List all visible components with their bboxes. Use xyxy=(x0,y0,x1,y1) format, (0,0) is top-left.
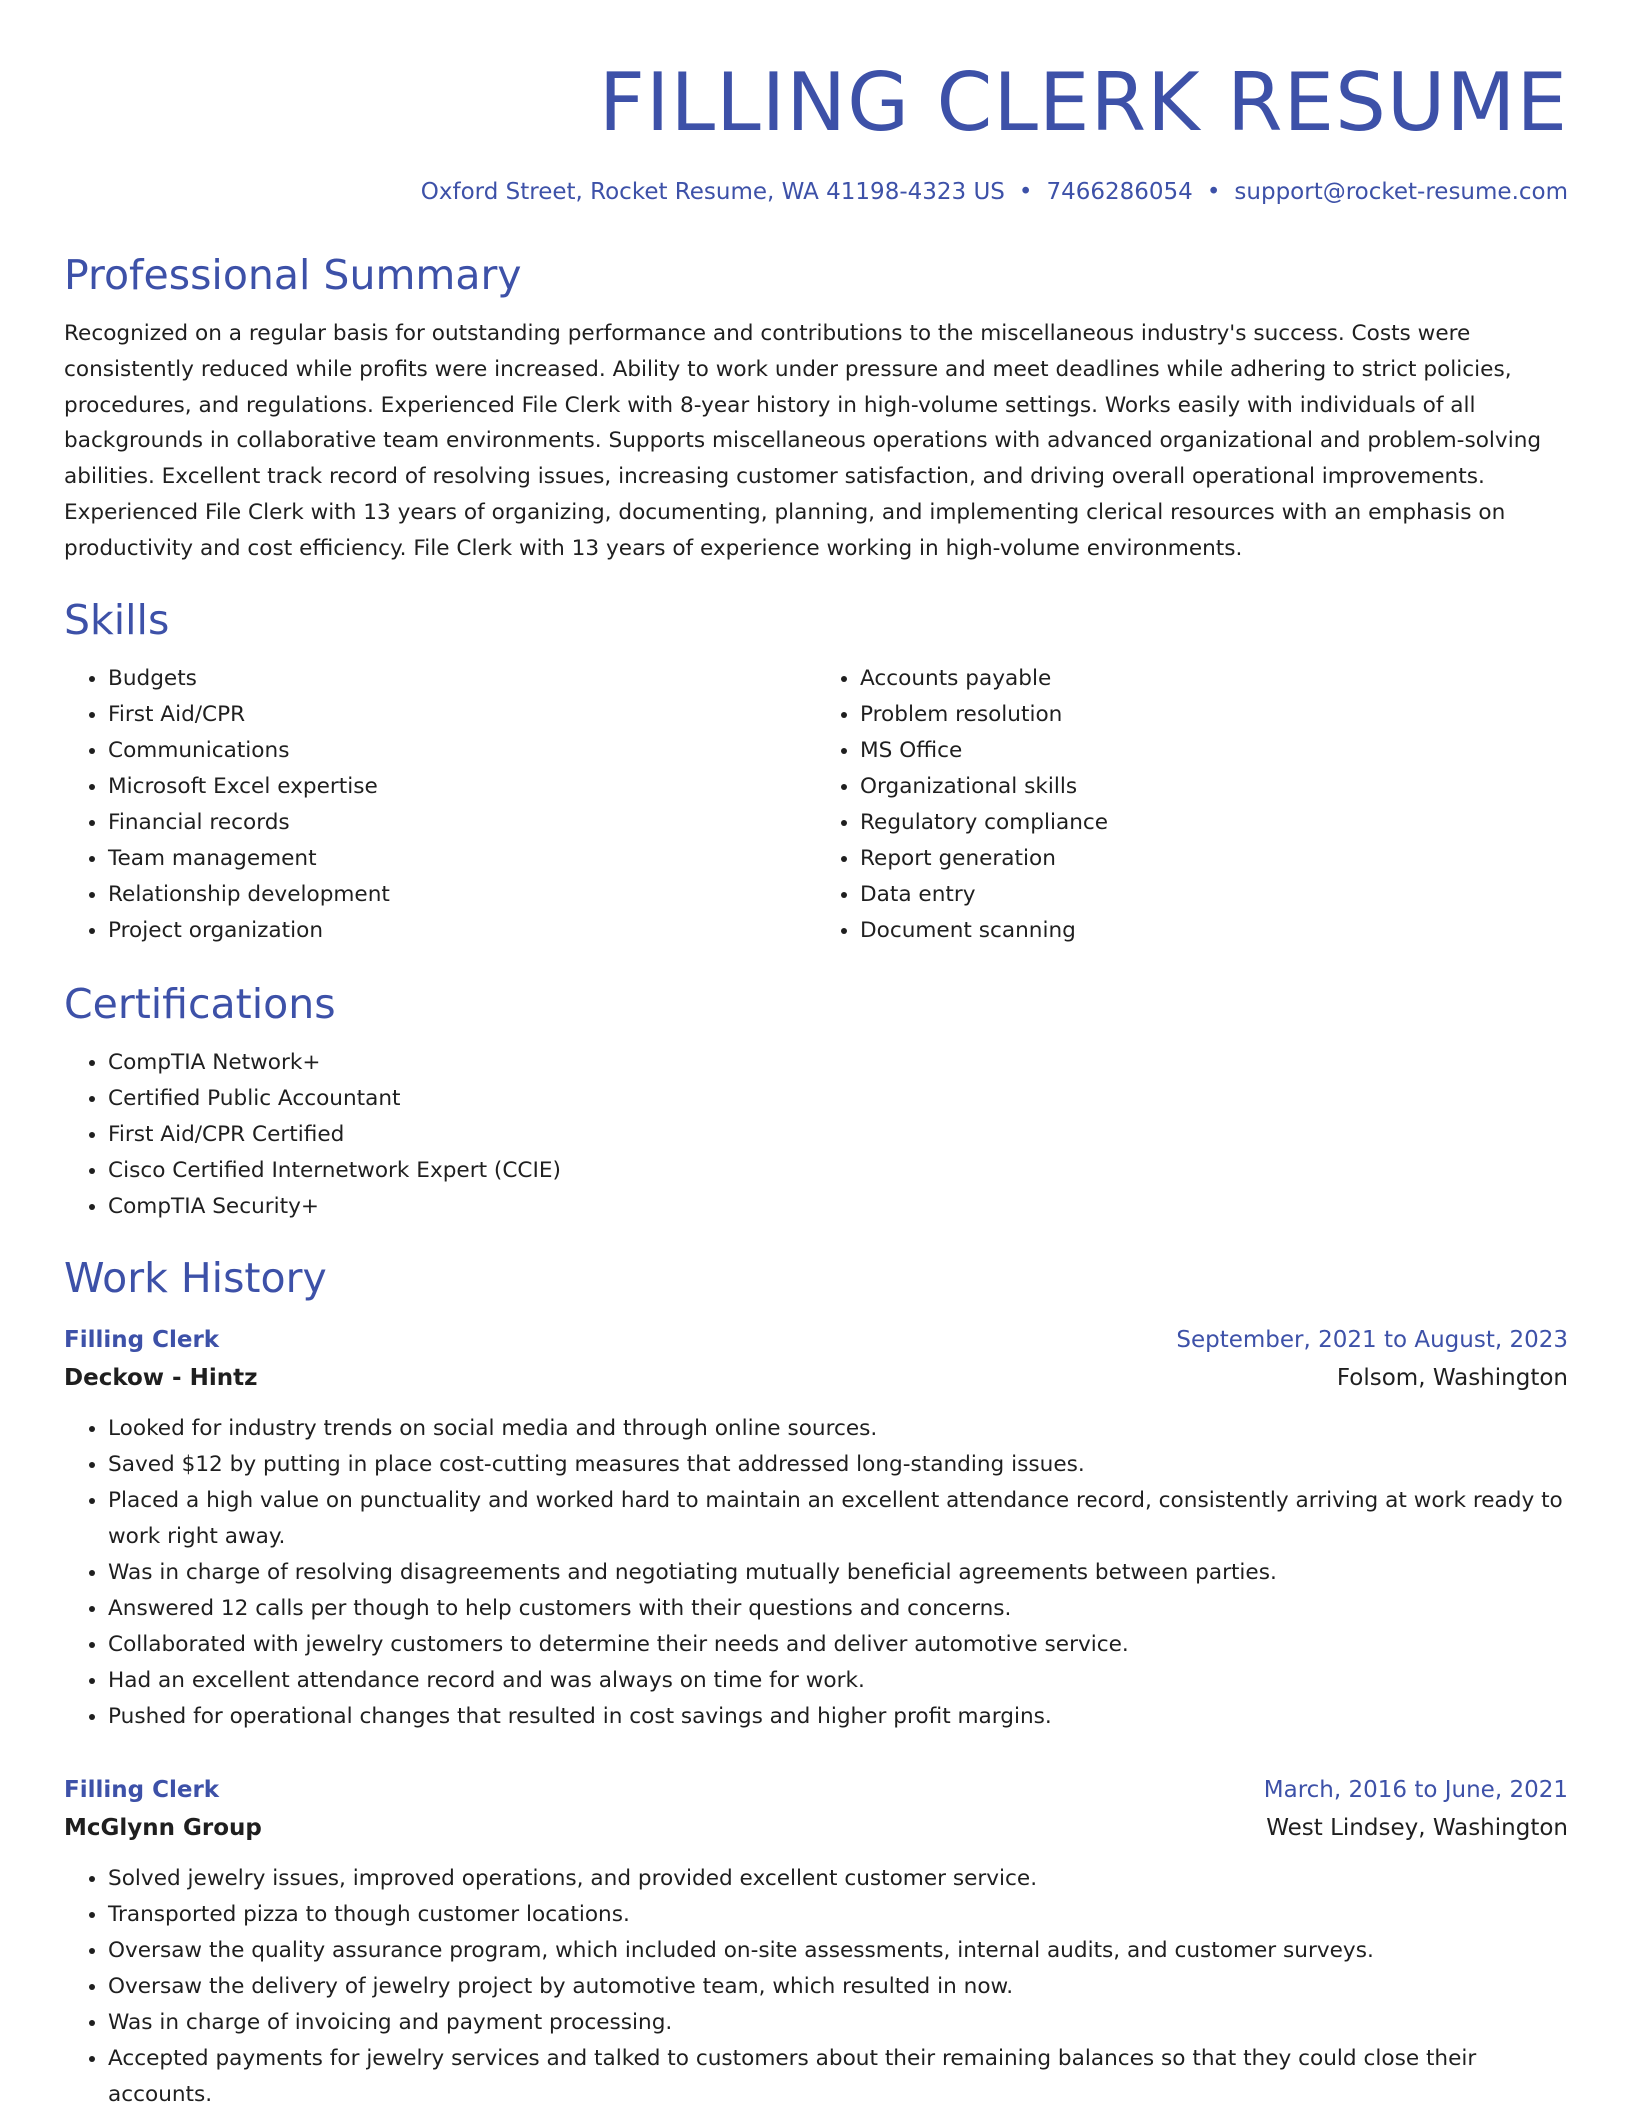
certification-item: • First Aid/CPR Certified xyxy=(108,1117,1568,1153)
job-bullet: • Pushed for operational changes that resulted in cost savings and higher profit margins. xyxy=(108,1699,1568,1735)
skill-item: • Relationship development xyxy=(108,877,816,913)
job-entry xyxy=(64,1321,1568,1735)
skill-item: • Communications xyxy=(108,733,816,769)
job-bullet: • Transported pizza to though customer locations. xyxy=(108,1897,1568,1933)
resume-page xyxy=(64,0,1568,2113)
job-bullet: • Saved $12 by putting in place cost-cutting measures that addressed long-standing issues. xyxy=(108,1447,1568,1483)
certification-item: • Cisco Certified Internetwork Expert (CCIE) xyxy=(108,1153,1568,1189)
job-bullet: • Answered 12 calls per though to help customers with their questions and concerns. xyxy=(108,1591,1568,1627)
job-bullet: • Oversaw the quality assurance program, which included on-site assessments, internal audits, and customer surveys. xyxy=(108,1933,1568,1969)
skills-list-left xyxy=(64,661,816,949)
job-bullet: • Collaborated with jewelry customers to determine their needs and deliver automotive service. xyxy=(108,1627,1568,1663)
job-bullet: • Was in charge of resolving disagreements and negotiating mutually beneficial agreements between parties. xyxy=(108,1555,1568,1591)
contact-separator: • xyxy=(1018,179,1033,205)
skill-item: • Document scanning xyxy=(860,913,1568,949)
resume-name: FILLING CLERK RESUME xyxy=(598,56,1568,149)
skill-item: • Accounts payable xyxy=(860,661,1568,697)
section-title-skills: Skills xyxy=(64,595,170,644)
job-company: McGlynn Group xyxy=(64,1814,262,1841)
contact-email: support@rocket-resume.com xyxy=(1234,179,1568,205)
skill-item: • Project organization xyxy=(108,913,816,949)
skill-item: • Problem resolution xyxy=(860,697,1568,733)
job-bullet: • Had an excellent attendance record and was always on time for work. xyxy=(108,1663,1568,1699)
section-title-certifications: Certifications xyxy=(64,979,336,1028)
skill-item: • First Aid/CPR xyxy=(108,697,816,733)
job-header-row xyxy=(64,1321,1568,1359)
job-bullets xyxy=(64,1411,1568,1735)
job-bullet: • Oversaw the delivery of jewelry project by automotive team, which resulted in now. xyxy=(108,1969,1568,2005)
job-dates: March, 2016 to June, 2021 xyxy=(1263,1776,1568,1803)
job-company-row xyxy=(64,1359,1568,1397)
summary-text: Recognized on a regular basis for outstanding performance and contributions to the miscellaneous industry's success. Costs were consistently reduced while profits were increased. Ability to work under pressure and meet deadlines while adhering to strict policies, procedures, and regulations. Experienced File Clerk with 8-year history in high-volume settings. Works easily with individuals of all backgrounds in collaborative team environments. Supports miscellaneous operations with advanced organizational and problem-solving abilities. Excellent track record of resolving issues, increasing customer satisfaction, and driving overall operational improvements. Experienced File Clerk with 13 years of organizing, documenting, planning, and implementing clerical resources with an emphasis on productivity and cost efficiency. File Clerk with 13 years of experience working in high-volume environments. xyxy=(64,321,1542,561)
certification-item: • CompTIA Security+ xyxy=(108,1189,1568,1225)
section-title-work-history: Work History xyxy=(64,1253,327,1302)
job-company-row xyxy=(64,1809,1568,1847)
job-bullet: • Solved jewelry issues, improved operations, and provided excellent customer service. xyxy=(108,1861,1568,1897)
skill-item: • Microsoft Excel expertise xyxy=(108,769,816,805)
job-header-row xyxy=(64,1771,1568,1809)
certification-item: • CompTIA Network+ xyxy=(108,1045,1568,1081)
contact-address: Oxford Street, Rocket Resume, WA 41198-4323 US xyxy=(420,179,1005,205)
skill-item: • Organizational skills xyxy=(860,769,1568,805)
skill-item: • Budgets xyxy=(108,661,816,697)
job-bullet: • Was in charge of invoicing and payment processing. xyxy=(108,2005,1568,2041)
job-company: Deckow - Hintz xyxy=(64,1364,258,1391)
contact-separator: • xyxy=(1206,179,1221,205)
skill-item: • MS Office xyxy=(860,733,1568,769)
certification-item: • Certified Public Accountant xyxy=(108,1081,1568,1117)
skill-item: • Data entry xyxy=(860,877,1568,913)
skills-columns xyxy=(64,661,1568,949)
job-bullet: • Looked for industry trends on social media and through online sources. xyxy=(108,1411,1568,1447)
skill-item: • Regulatory compliance xyxy=(860,805,1568,841)
skill-item: • Financial records xyxy=(108,805,816,841)
job-bullets xyxy=(64,1861,1568,2113)
job-location: Folsom, Washington xyxy=(1336,1364,1568,1391)
skill-item: • Team management xyxy=(108,841,816,877)
job-title: Filling Clerk xyxy=(64,1326,220,1353)
certifications-list xyxy=(64,1045,1568,1225)
contact-phone: 7466286054 xyxy=(1046,179,1193,205)
job-bullet: • Placed a high value on punctuality and worked hard to maintain an excellent attendance record, consistently arriving at work ready to work right away. xyxy=(108,1483,1568,1555)
job-title: Filling Clerk xyxy=(64,1776,220,1803)
skill-item: • Report generation xyxy=(860,841,1568,877)
job-bullet: • Accepted payments for jewelry services and talked to customers about their remaining balances so that they could close their accounts. xyxy=(108,2041,1568,2113)
contact-line xyxy=(64,176,1568,208)
skills-list-right xyxy=(816,661,1568,949)
job-location: West Lindsey, Washington xyxy=(1266,1814,1568,1841)
job-entry xyxy=(64,1771,1568,2113)
section-title-summary: Professional Summary xyxy=(64,251,522,299)
job-dates: September, 2021 to August, 2023 xyxy=(1176,1326,1568,1353)
